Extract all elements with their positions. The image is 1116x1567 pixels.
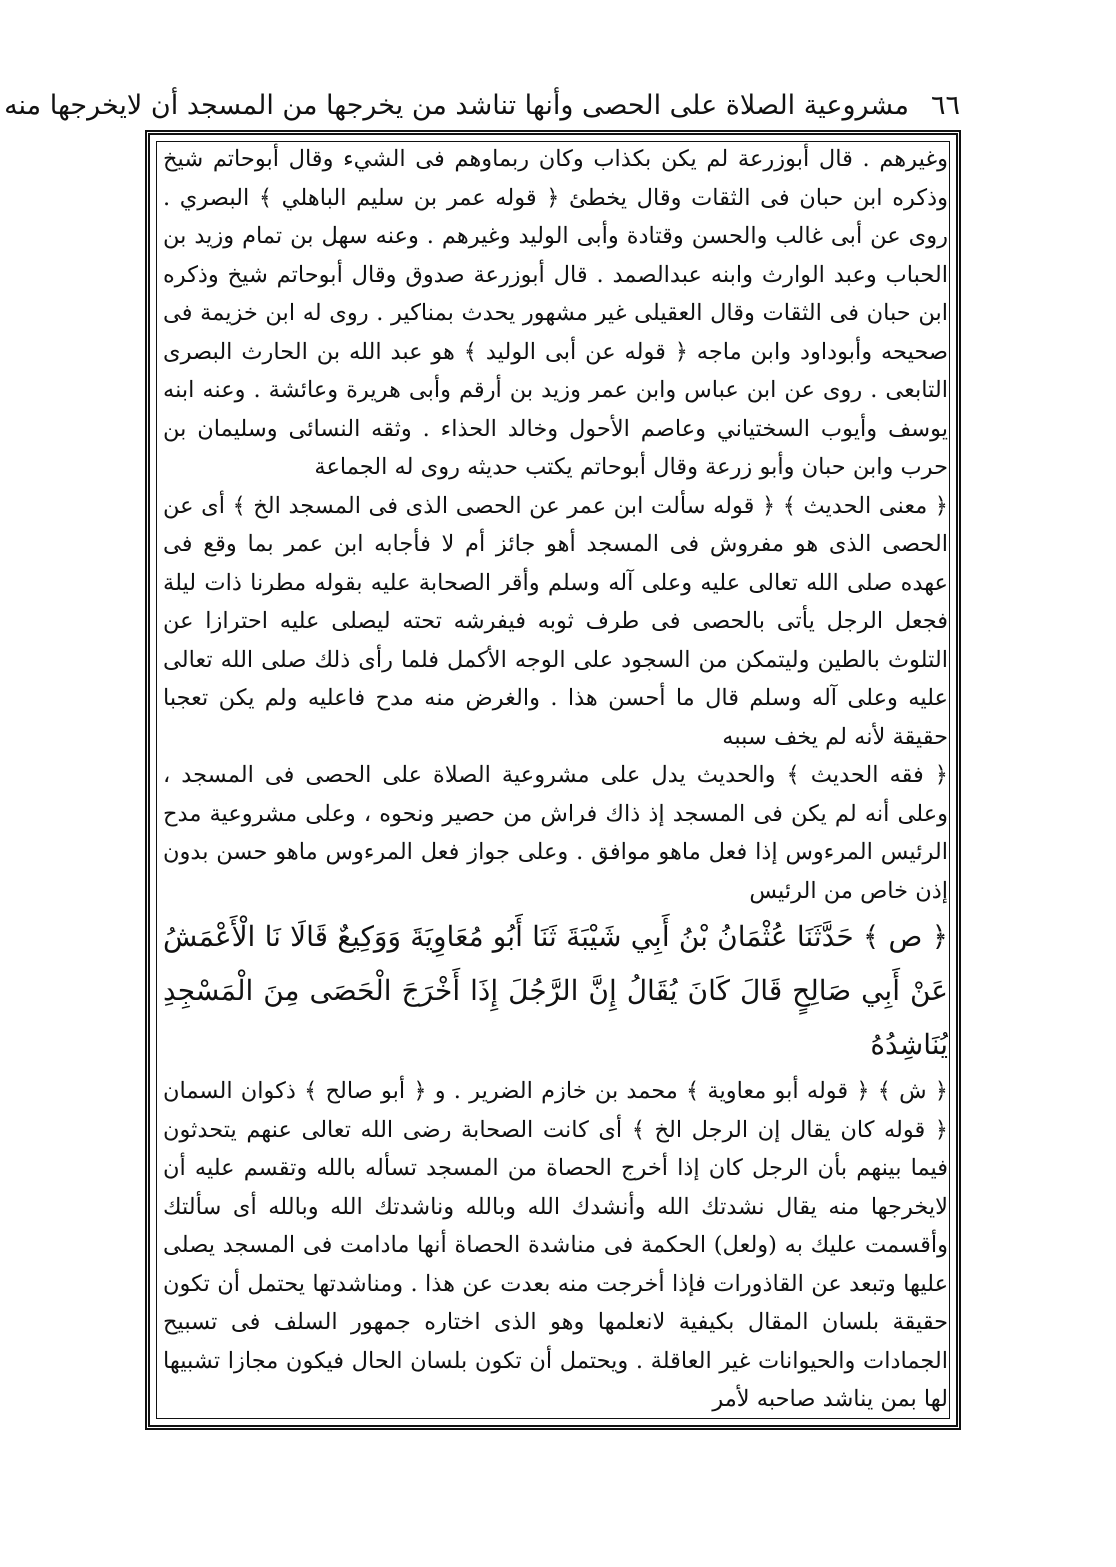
page-number: ٦٦	[930, 89, 960, 121]
commentary-paragraph-meaning: ﴿ معنى الحديث ﴾ ﴿ قوله سألت ابن عمر عن الحصى الذى فى المسجد الخ ﴾ أى عن الحصى الذى هو مفروش فى المسجد أهو جائز أم لا فأجابه ابن عمر بما وقع فى عهده صلى الله تعالى عليه وعلى آله وسلم وأقر الصحابة عليه بقوله مطرنا ذات ليلة فجعل الرجل يأتى بالحصى فى طرف ثوبه فيفرشه تحته ليصلى عليه احترازا عن التلوث بالطين وليتمكن من السجود على الوجه الأكمل فلما رأى ذلك صلى الله تعالى عليه وعلى آله وسلم قال ما أحسن هذا . والغرض منه مدح فاعليه ولم يكن تعجبا حقيقة لأنه لم يخف سببه	[163, 492, 948, 750]
page-body	[163, 140, 948, 1425]
commentary-paragraph-fiqh: ﴿ فقه الحديث ﴾ والحديث يدل على مشروعية الصلاة على الحصى فى المسجد ، وعلى أنه لم يكن فى المسجد إذ ذاك فراش من حصير ونحوه ، وعلى مشروعية مدح الرئيس المرءوس إذا فعل ماهو موافق . وعلى جواز فعل المرءوس ماهو حسن بدون إذن خاص من الرئيس	[163, 762, 948, 904]
running-title: مشروعية الصلاة على الحصى وأنها تناشد من يخرجها من المسجد أن لايخرجها منه	[4, 89, 909, 121]
page-header	[4, 80, 960, 130]
hadith-text: ﴿ ص ﴾ حَدَّثَنَا عُثْمَانُ بْنُ أَبِي شَيْبَةَ ثَنَا أَبُو مُعَاوِيَةَ وَوَكِيعٌ قَالَا نَا الْأَعْمَشُ عَنْ أَبِي صَالِحٍ قَالَ كَانَ يُقَالُ إِنَّ الرَّجُلَ إِذَا أَخْرَجَ الْحَصَى مِنَ الْمَسْجِدِ يُنَاشِدُهُ	[163, 920, 948, 1061]
commentary-paragraph-narrators: وغيرهم . قال أبوزرعة لم يكن بكذاب وكان ربماوهم فى الشيء وقال أبوحاتم شيخ وذكره ابن حبان فى الثقات وقال يخطئ ﴿ قوله عمر بن سليم الباهلي ﴾ البصري . روى عن أبى غالب والحسن وقتادة وأبى الوليد وغيرهم . وعنه سهل بن تمام وزيد بن الحباب وعبد الوارث وابنه عبدالصمد . قال أبوزرعة صدوق وقال أبوحاتم شيخ وذكره ابن حبان فى الثقات وقال العقيلى غير مشهور يحدث بمناكير . روى له ابن خزيمة فى صحيحه وأبوداود وابن ماجه ﴿ قوله عن أبى الوليد ﴾ هو عبد الله بن الحارث البصرى التابعى . روى عن ابن عباس وابن عمر وزيد بن أرقم وأبى هريرة وعائشة . وعنه ابنه يوسف وأيوب السختياني وعاصم الأحول وخالد الحذاء . وثقه النسائى وسليمان بن حرب وابن حبان وأبو زرعة وقال أبوحاتم يكتب حديثه روى له الجماعة	[163, 146, 948, 480]
commentary-paragraph-explanation: ﴿ ش ﴾ ﴿ قوله أبو معاوية ﴾ محمد بن خازم الضرير . و ﴿ أبو صالح ﴾ ذكوان السمان ﴿ قوله كان يقال إن الرجل الخ ﴾ أى كانت الصحابة رضى الله تعالى عنهم يتحدثون فيما بينهم بأن الرجل كان إذا أخرج الحصاة من المسجد تسأله بالله وتقسم عليه أن لايخرجها منه يقال نشدتك الله وأنشدك الله وبالله وناشدتك الله وبالله أى سألتك وأقسمت عليك به (ولعل) الحكمة فى مناشدة الحصاة أنها مادامت فى المسجد يصلى عليها وتبعد عن القاذورات فإذا أخرجت منه بعدت عن هذا . ومناشدتها يحتمل أن تكون حقيقة بلسان المقال بكيفية لانعلمها وهو الذى اختاره جمهور السلف فى تسبيح الجمادات والحيوانات غير العاقلة . ويحتمل أن تكون بلسان الحال فيكون مجازا تشبيها لها بمن يناشد صاحبه لأمر	[163, 1078, 948, 1412]
